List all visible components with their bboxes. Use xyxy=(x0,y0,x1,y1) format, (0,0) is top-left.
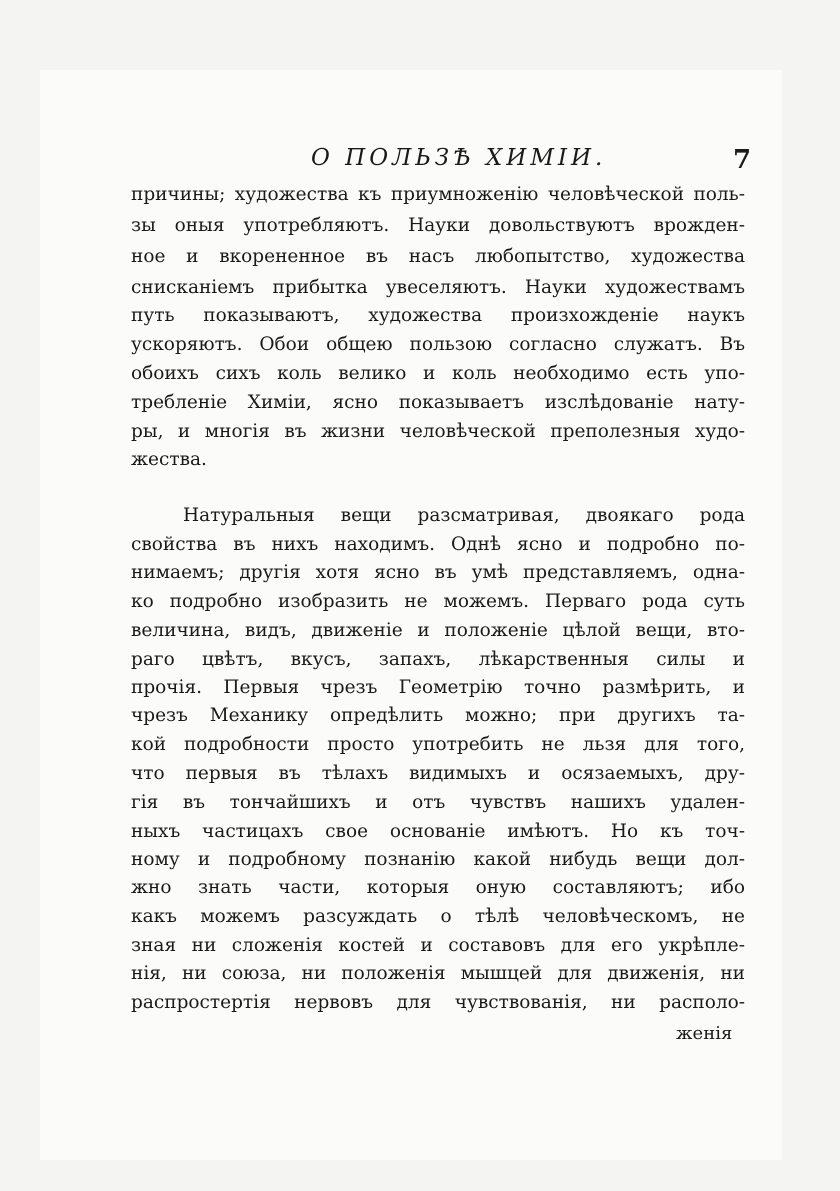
text-line: ное и вкорененное въ насъ любопытство, художества xyxy=(131,246,745,267)
text-line: нимаемъ; другiя хотя ясно въ умѣ представляемъ, одна- xyxy=(131,562,745,583)
text-line: гiя въ тончайшихъ и отъ чувствъ нашихъ удален- xyxy=(131,792,745,813)
text-line: величина, видъ, движенiе и положенiе цѣлой вещи, вто- xyxy=(131,620,745,641)
running-header: О ПОЛЬЗѢ ХИМIИ. xyxy=(311,145,607,171)
text-line: причины; художества къ приумноженiю человѣческой поль- xyxy=(131,184,745,205)
text-line: снисканiемъ прибытка увеселяютъ. Науки художествамъ xyxy=(131,277,745,298)
text-line: чрезъ Механику опредѣлить можно; при другихъ та- xyxy=(131,705,745,726)
text-line: требленiе Химiи, ясно показываетъ изслѣдованiе нату- xyxy=(131,392,745,413)
text-line: путь показываютъ, художества произхожденiе наукъ xyxy=(131,305,745,326)
text-line: жества. xyxy=(131,449,207,470)
text-line: свойства въ нихъ находимъ. Однѣ ясно и подробно по- xyxy=(131,534,745,555)
text-line: зная ни сложенiя костей и составовъ для его укрѣпле- xyxy=(131,935,745,956)
text-line: раго цвѣтъ, вкусъ, запахъ, лѣкарственныя силы и xyxy=(131,649,745,670)
text-line: распростертiя нервовъ для чувствованiя, ни располо- xyxy=(131,992,745,1013)
text-line: какъ можемъ разсуждать о тѣлѣ человѣческомъ, не xyxy=(131,906,745,927)
text-line: ускоряютъ. Обои общею пользою согласно служатъ. Въ xyxy=(131,334,745,355)
text-line: ныхъ частицахъ свое основанiе имѣютъ. Но къ точ- xyxy=(131,821,745,842)
text-line: что первыя въ тѣлахъ видимыхъ и осязаемыхъ, дру- xyxy=(131,763,745,784)
text-line: зы оныя употребляютъ. Науки довольствуютъ врожден- xyxy=(131,215,745,236)
text-line: Натуральныя вещи разсматривая, двоякаго рода xyxy=(183,505,745,526)
text-line: обоихъ сихъ коль велико и коль необходимо есть упо- xyxy=(131,363,745,384)
text-line: ры, и многiя въ жизни человѣческой преполезныя худо- xyxy=(131,421,745,442)
catchword: женiя xyxy=(676,1023,733,1044)
text-line: кой подробности просто употребить не льзя для того, xyxy=(131,734,745,755)
page-number: 7 xyxy=(733,145,752,175)
text-line: ко подробно изобразить не можемъ. Перваго рода суть xyxy=(131,591,745,612)
text-line: нiя, ни союза, ни положенiя мышцей для движенiя, ни xyxy=(131,963,745,984)
text-line: прочiя. Первыя чрезъ Геометрiю точно размѣрить, и xyxy=(131,677,745,698)
text-line: ному и подробному познанiю какой нибудь вещи дол- xyxy=(131,849,745,870)
text-line: жно знать части, которыя оную составляютъ; ибо xyxy=(131,877,745,898)
